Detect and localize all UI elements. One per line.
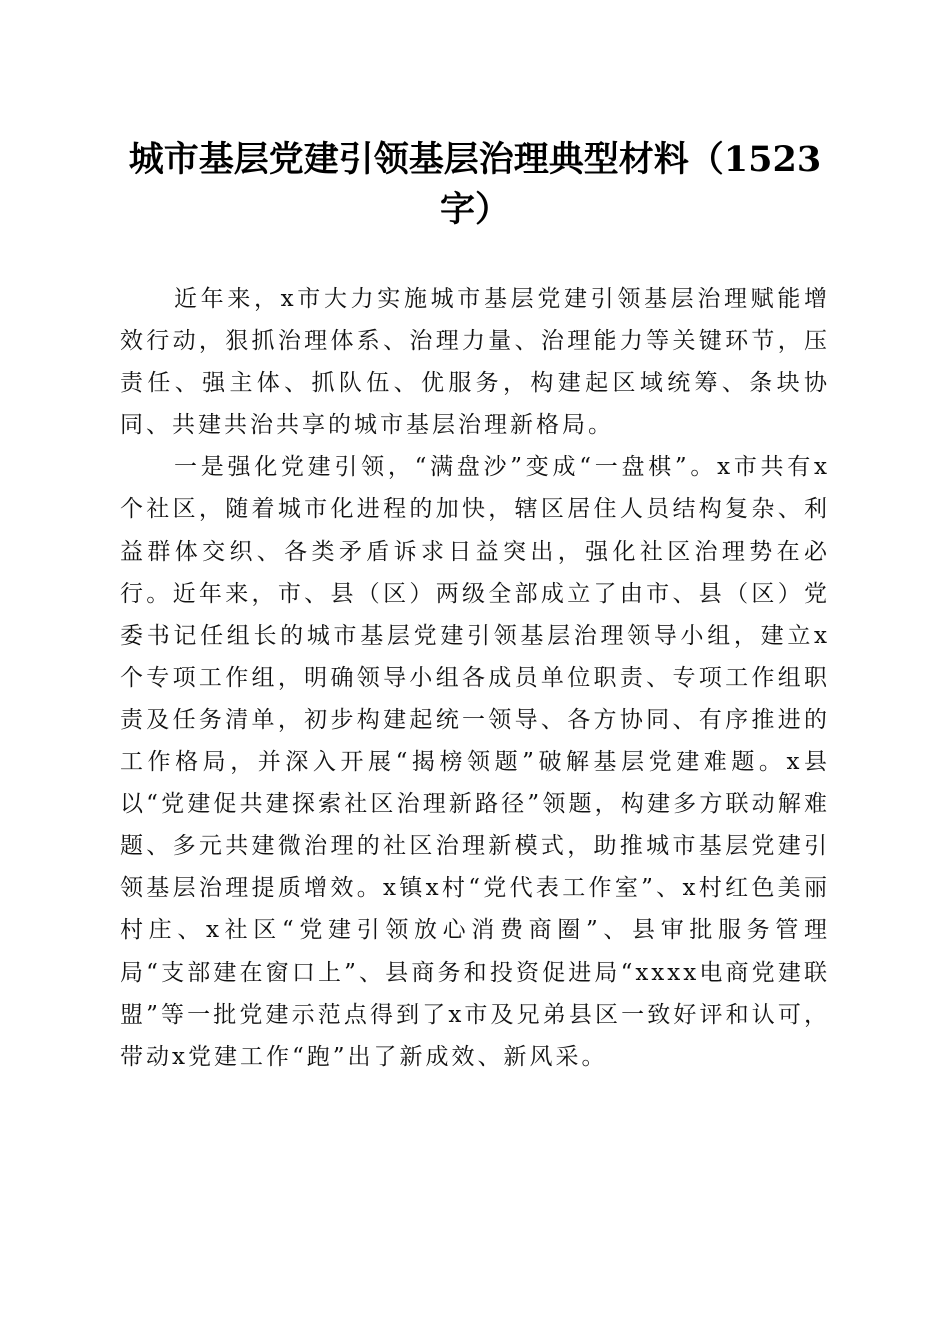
intro-paragraph: 近年来，x市大力实施城市基层党建引领基层治理赋能增效行动，狠抓治理体系、治理力量、治理能力等关键环节，压责任、强主体、抓队伍、优服务，构建起区域统筹、条块协同、共建共治共享的城市基层治理新格局。 [120,286,830,439]
document-title: 城市基层党建引领基层治理典型材料（1523字） [128,139,822,230]
document-body [120,278,830,1078]
section-one-paragraph: 一是强化党建引领，“满盘沙”变成“一盘棋”。x市共有x个社区，随着城市化进程的加快，辖区居住人员结构复杂、利益群体交织、各类矛盾诉求日益突出，强化社区治理势在必行。近年来，市、县（区）两级全部成立了由市、县（区）党委书记任组长的城市基层党建引领基层治理领导小组，建立x个专项工作组，明确领导小组各成员单位职责、专项工作组职责及任务清单，初步构建起统一领导、各方协同、有序推进的工作格局，并深入开展“揭榜领题”破解基层党建难题。x县以“党建促共建探索社区治理新路径”领题，构建多方联动解难题、多元共建微治理的社区治理新模式，助推城市基层党建引领基层治理提质增效。x镇x村“党代表工作室”、x村红色美丽村庄、x社区“党建引领放心消费商圈”、县审批服务管理局“支部建在窗口上”、县商务和投资促进局“xxxx电商党建联盟”等一批党建示范点得到了x市及兄弟县区一致好评和认可，带动x党建工作“跑”出了新成效、新风采。 [120,454,830,1070]
